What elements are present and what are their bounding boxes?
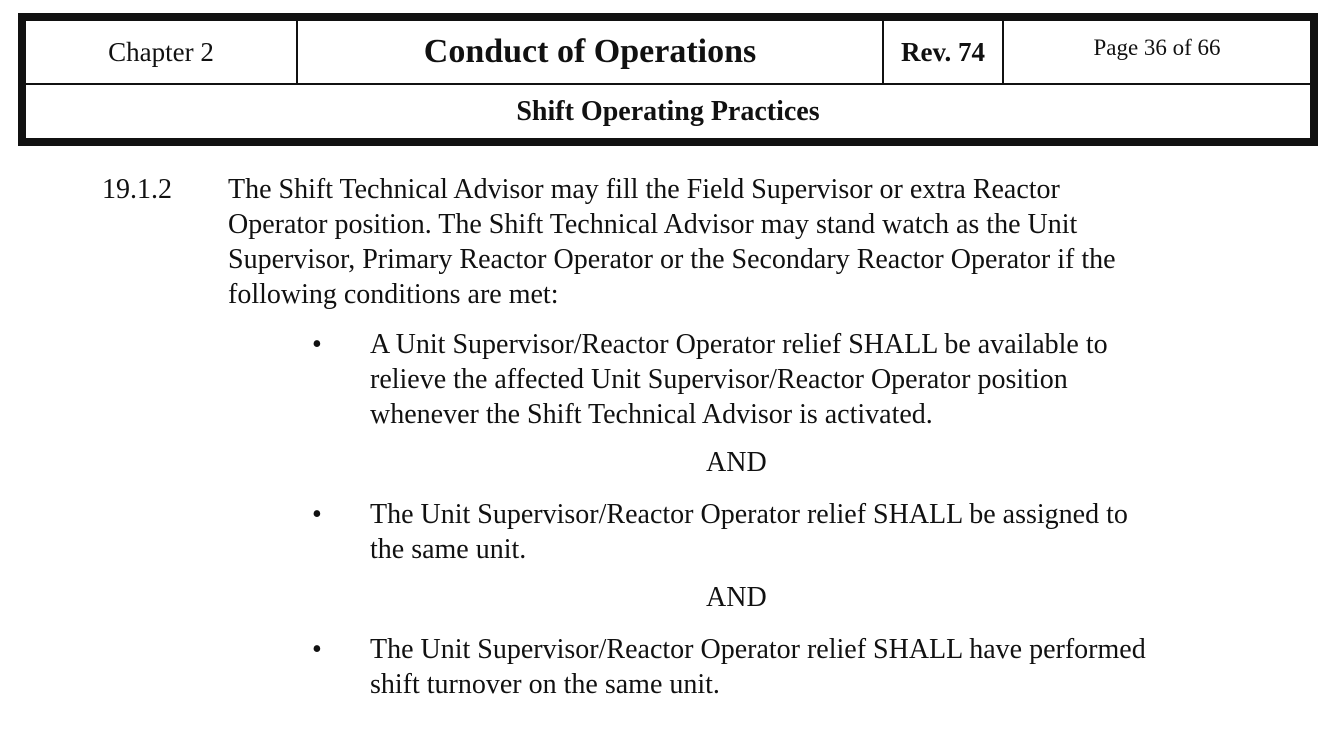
document-title: Conduct of Operations: [298, 21, 884, 83]
condition-item: [370, 497, 1270, 567]
paragraph-line: following conditions are met:: [228, 279, 559, 310]
condition-line: shift turnover on the same unit.: [370, 669, 720, 700]
and-connector: AND: [706, 447, 767, 478]
chapter-label: Chapter 2: [26, 21, 298, 83]
condition-line: The Unit Supervisor/Reactor Operator relief SHALL be assigned to: [370, 499, 1128, 530]
bullet-icon: •: [312, 499, 322, 530]
condition-line: A Unit Supervisor/Reactor Operator relief SHALL be available to: [370, 329, 1108, 360]
condition-line: the same unit.: [370, 534, 527, 565]
paragraph-line: Supervisor, Primary Reactor Operator or the Secondary Reactor Operator if the: [228, 244, 1116, 275]
section-paragraph: [228, 172, 1228, 312]
section-number: 19.1.2: [102, 174, 172, 205]
condition-line: whenever the Shift Technical Advisor is activated.: [370, 399, 933, 430]
condition-line: The Unit Supervisor/Reactor Operator relief SHALL have performed: [370, 634, 1146, 665]
paragraph-line: Operator position. The Shift Technical Advisor may stand watch as the Unit: [228, 209, 1078, 240]
header-top-row: [26, 21, 1310, 85]
revision-label: Rev. 74: [884, 21, 1004, 83]
condition-item: [370, 327, 1270, 432]
bullet-icon: •: [312, 634, 322, 665]
page-number: Page 36 of 66: [1093, 35, 1221, 60]
bullet-icon: •: [312, 329, 322, 360]
condition-line: relieve the affected Unit Supervisor/Reactor Operator position: [370, 364, 1068, 395]
condition-item: [370, 632, 1270, 702]
section-subtitle: Shift Operating Practices: [516, 95, 820, 127]
and-connector: AND: [706, 582, 767, 613]
document-header: [18, 13, 1318, 146]
paragraph-line: The Shift Technical Advisor may fill the Field Supervisor or extra Reactor: [228, 174, 1060, 205]
